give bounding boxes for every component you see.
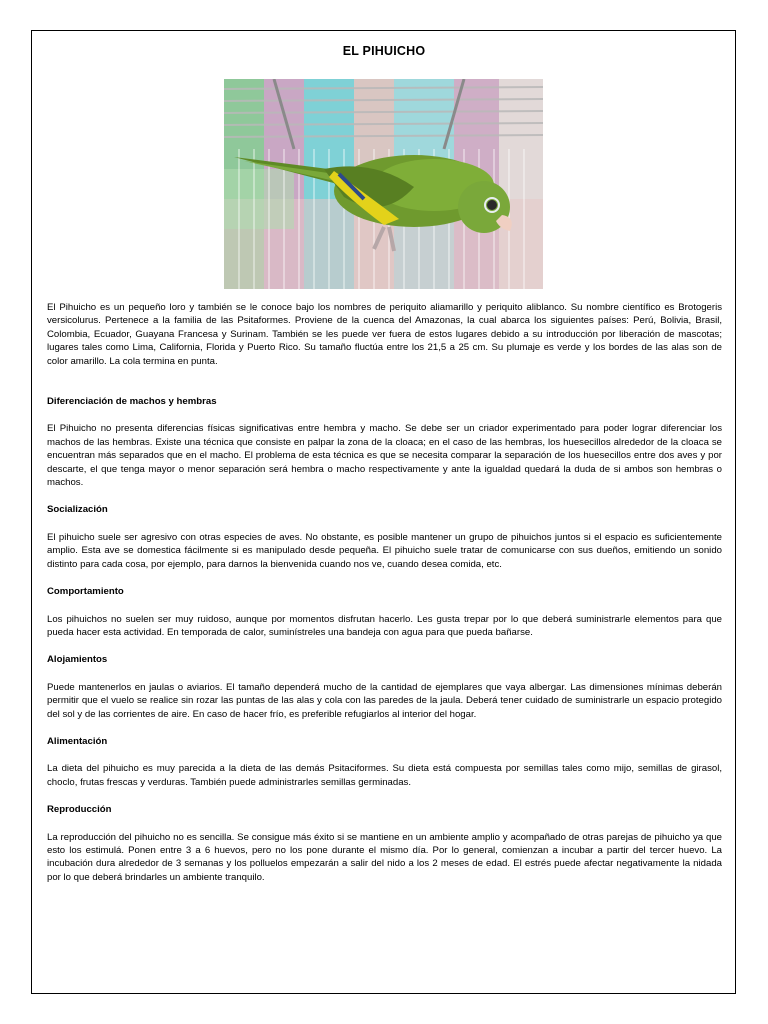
section-body: La reproducción del pihuicho no es sencilla. Se consigue más éxito si se mantiene en un ambiente amplio y acompañado de otras parejas de pihuicho ya que esto los estimulá. Ponen entre 3 a 6 huevos, pero no los pone durante el mismo día. Por lo general, comienzan a incubar a partir del tercer huevo. La incubación dura alrededor de 3 semanas y los polluelos empezarán a salir del nido a los 2 meses de edad. El estrés puede afectar negativamente la nidada por lo que deberá brindarles un ambiente tranquilo. [47,831,722,883]
section-body: El pihuicho suele ser agresivo con otras especies de aves. No obstante, es posible mantener un grupo de pihuichos juntos si el espacio es suficientemente amplio. Esta ave se domestica fácilmente si es manipulado desde pequeña. El pihuicho suele tratar de comunicarse con sus dueños, emitiendo un sonido distinto para cada cosa, por ejemplo, para darnos la bienvenida cuando nos ve, cuando desea comida, etc. [47,531,722,570]
section-heading: Socialización [47,504,108,516]
article-body [47,301,722,884]
section-heading: Comportamiento [47,586,124,598]
section-body: Puede mantenerlos en jaulas o aviarios. El tamaño dependerá mucho de la cantidad de ejemplares que vaya albergar. Las dimensiones mínimas deberán permitir que el vuelo se realice sin rozar las puntas de las alas y cola con las paredes de la jaula. Deberá tener cuidado de suministrarle un espacio protegido del sol y de las corrientes de aire. En caso de hacer frío, es preferible refugiarlos al interior del hogar. [47,681,722,720]
intro-paragraph: El Pihuicho es un pequeño loro y también se le conoce bajo los nombres de periquito aliamarillo y periquito aliblanco. Su nombre científico es Brotogeris versicolurus. Pertenece a la familia de las Psitaformes. Proviene de la cuenca del Amazonas, la cual abarca los siguientes países: Perú, Bolivia, Brasil, Colombia, Ecuador, Guayana Francesa y Surinam. También se les puede ver fuera de estos lugares debido a su introducción por liberación de mascotas; lugares tales como Lima, California, Florida y Puerto Rico. Su tamaño fluctúa entre los 21,5 a 25 cm. Su plumaje es verde y los bordes de las alas son de color amarillo. La cola termina en punta. [47,302,722,367]
section-heading: Alimentación [47,735,108,747]
section-heading: Reproducción [47,804,112,816]
parrot-photo [224,79,543,289]
section-heading: Diferenciación de machos y hembras [47,396,217,408]
section-body: La dieta del pihuicho es muy parecida a la dieta de las demás Psitaciformes. Su dieta está compuesta por semillas tales como mijo, semillas de girasol, choclo, frutas frescas y verduras. También puede administrarles semillas germinadas. [47,763,722,788]
page-title: EL PIHUICHO [342,44,426,58]
section-heading: Alojamientos [47,654,108,666]
section-body: Los pihuichos no suelen ser muy ruidoso, aunque por momentos disfrutan hacerlo. Les gusta trepar por lo que deberá suministrarle elementos para que pueda hacer esta actividad. En temporada de calor, suminístreles una bandeja con agua para que pueda bañarse. [47,613,722,638]
section-body: El Pihuicho no presenta diferencias físicas significativas entre hembra y macho. Se debe ser un criador experimentado para poder lograr diferenciar los machos de las hembras. Existe una técnica que consiste en palpar la zona de la cloaca; en el caso de las hembras, los huesecillos alrededor de la cloaca se encuentran más separados que en el macho. El problema de esta técnica es que se necesita comparar la separación de los huesecillos entre dos aves y por descarte, el que tenga mayor o menor separación será hembra o macho respectivamente y ante la igualdad quedará la duda de si ambos son hembras o machos. [47,423,722,489]
